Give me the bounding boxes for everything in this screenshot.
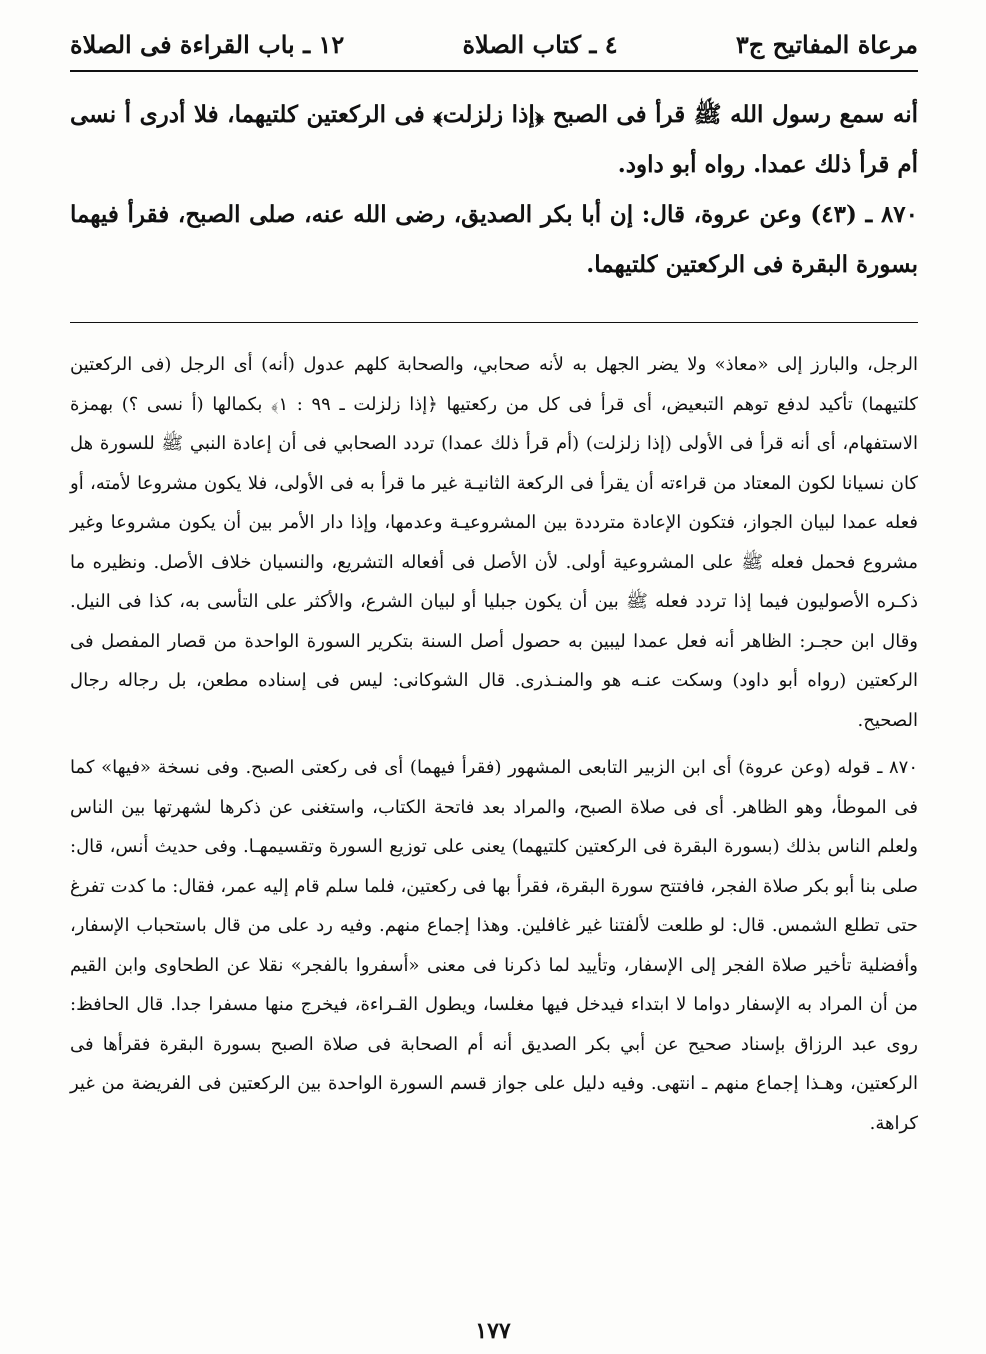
page-number: ١٧٧: [475, 1318, 511, 1344]
separator-rule: [70, 322, 918, 323]
running-header: [70, 22, 918, 66]
header-chapter: ٤ ـ كتاب الصلاة: [462, 29, 618, 59]
header-rule: [70, 70, 918, 72]
commentary-paragraph-2: ٨٧٠ ـ قوله (وعن عروة) أى ابن الزبير التابعى المشهور (فقرأ فيهما) أى فى ركعتى الصبح. وفى نسخة «فيها» كما فى الموطأ، وهو الظاهر. أى فى صلاة الصبح، والمراد بعد فاتحة الكتاب، واستغنى عن ذكرها لشهرتها بين الناس ولعلم الناس بذلك (بسورة البقرة فى الركعتين كلتيهما) يعنى على توزيع السورة وتقسيمهـا. وفى حديث أنس، قال: صلى بنا أبو بكر صلاة الفجر، فافتتح سورة البقرة، فقرأ بها فى ركعتين، فلما سلم قام إليه عمر، فقال: ما كدت تفرغ حتى تطلع الشمس. قال: لو طلعت لألفتنا غير غافلين. وهذا إجماع منهم. وفيه رد على من قال باستحباب الإسفار، وأفضلية تأخير صلاة الفجر إلى الإسفار، وتأييد لما ذكرنا فى معنى «أسفروا بالفجر» نقلا عن الطحاوى وابن القيم من أن المراد به الإسفار دواما لا ابتداء فيدخل فيها مغلسا، ويطول القـراءة، فيخرج منها مسفرا جدا. قال الحافظ: روى عبد الرزاق بإسناد صحيح عن أبي بكر الصديق أنه أم الصحابة فى صلاة الصبح بسورة البقرة فقرأها فى الركعتين، وهـذا إجماع منهم ـ انتهى. وفيه دليل على جواز قسم السورة الواحدة بين الركعتين فى الفريضة من غير كراهة.: [70, 757, 918, 1134]
hadith-text: [70, 90, 918, 290]
header-section: ١٢ ـ باب القراءة فى الصلاة: [70, 29, 345, 59]
commentary-paragraph-1: الرجل، والبارز إلى «معاذ» ولا يضر الجهل به لأنه صحابي، والصحابة كلهم عدول (أنه) أى الرجل (فى الركعتين كلتيهما) تأكيد لدفع توهم التبعيض، أى قرأ فى كل من ركعتيها ﴿إذا زلزلت ـ ٩٩ : ١﴾ بكمالها (أ نسى ؟) بهمزة الاستفهام، أى أنه قرأ فى الأولى (إذا زلزلت) (أم قرأ ذلك عمدا) تردد الصحابي فى أن إعادة النبي ﷺ للسورة هل كان نسيانا لكون المعتاد من قراءته أن يقرأ فى الركعة الثانيـة غير ما قرأ به فى الأولى، فلا يكون مشروعا لأمته، أو فعله عمدا لبيان الجواز، فتكون الإعادة مترددة بين المشروعيـة وعدمها، وإذا دار الأمر بين أن يكون مشروعا وغير مشروع فحمل فعله ﷺ على المشروعية أولى. لأن الأصل فى أفعاله التشريع، والنسيان خلاف الأصل. ونظيره ما ذكـره الأصوليون فيما إذا تردد فعله ﷺ بين أن يكون جبليا أو لبيان الشرع، والأكثر على التأسى به، كذا فى النيل. وقال ابن حجـر: الظاهر أنه فعل عمدا ليبين به حصول أصل السنة بتكرير السورة الواحدة من قصار المفصل فى الركعتين (رواه أبو داود) وسكت عنـه هو والمنـذرى. قال الشوكانى: ليس فى إسناده مطعن، بل رجاله رجال الصحيح.: [70, 354, 918, 731]
commentary-text: [70, 345, 918, 1151]
header-book-title: مرعاة المفاتيح ج٣: [735, 29, 918, 59]
hadith-paragraph-1: أنه سمع رسول الله ﷺ قرأ فى الصبح ﴿إذا زلزلت﴾ فى الركعتين كلتيهما، فلا أدرى أ نسى أم قرأ ذلك عمدا. رواه أبو داود.: [70, 101, 918, 178]
hadith-paragraph-2: ٨٧٠ ـ (٤٣) وعن عروة، قال: إن أبا بكر الصديق، رضى الله عنه، صلى الصبح، فقرأ فيهما بسورة البقرة فى الركعتين كلتيهما.: [70, 201, 918, 278]
